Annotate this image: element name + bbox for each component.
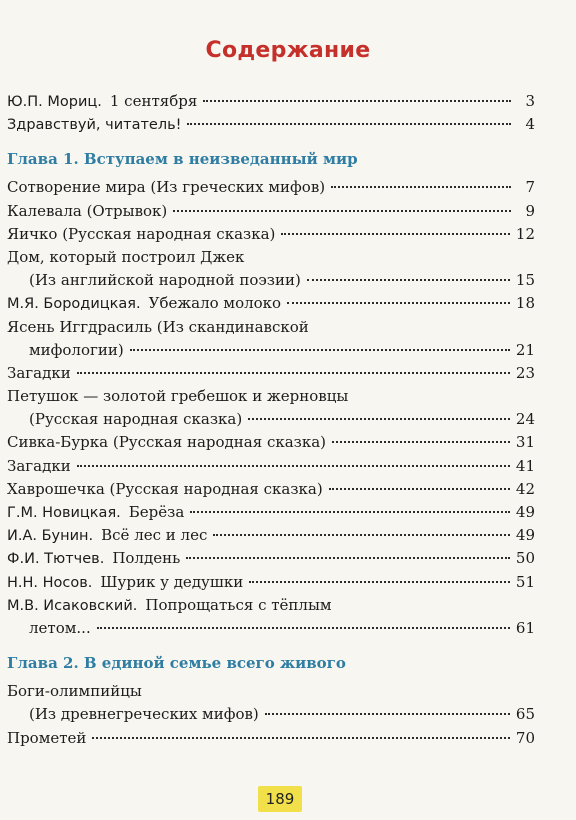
toc-entry-author: Н.Н. Носов.	[7, 574, 93, 591]
toc-entry-page: 23	[515, 363, 535, 382]
toc-entry	[7, 617, 535, 640]
toc-entry-page: 7	[525, 178, 535, 197]
toc-entry-title: (Русская народная сказка)	[29, 410, 243, 429]
toc-entry-page: 51	[515, 572, 535, 591]
toc-entry-title: Яичко (Русская народная сказка)	[7, 224, 276, 243]
toc-leader-dots	[203, 100, 511, 102]
toc-entry	[7, 316, 535, 339]
toc-leader-dots	[307, 279, 510, 281]
toc-entry-title: (Из английской народной поэзии)	[29, 271, 301, 290]
toc-entry-page: 50	[515, 549, 535, 568]
chapter-2-heading: Глава 2. В единой семье всего живого	[7, 654, 346, 673]
toc-leader-dots	[97, 627, 510, 629]
toc-entry-author: М.В. Исаковский.	[7, 597, 138, 614]
toc-entry-page: 9	[525, 201, 535, 220]
toc-entry-title: Ясень Иггдрасиль (Из скандинавской	[7, 317, 309, 336]
toc-entry	[7, 455, 535, 478]
toc-entry-title: Здравствуй, читатель!	[7, 117, 182, 134]
toc-entry-title: (Из древнегреческих мифов)	[29, 705, 259, 724]
toc-entry	[7, 680, 535, 703]
toc-leader-dots	[130, 349, 510, 351]
toc-entry-page: 4	[525, 115, 535, 134]
toc-entry	[7, 90, 535, 113]
toc-entry	[7, 703, 535, 726]
toc-entry	[7, 547, 535, 570]
toc-entry-author: Г.М. Новицкая.	[7, 505, 121, 521]
toc-entry	[7, 223, 535, 246]
toc-entry-title: Калевала (Отрывок)	[7, 201, 168, 220]
toc-entry-title: Боги-олимпийцы	[7, 682, 142, 701]
toc-entry-title: Убежало молоко	[148, 294, 282, 313]
toc-entry-title: Полдень	[112, 549, 181, 568]
toc-leader-dots	[332, 441, 510, 443]
toc-entry	[7, 113, 535, 136]
toc-entry-title: Сивка-Бурка (Русская народная сказка)	[7, 433, 327, 452]
toc-leader-dots	[329, 488, 510, 490]
toc-entry	[7, 339, 535, 362]
toc-entry-title: Загадки	[7, 363, 71, 382]
toc-leader-dots	[265, 713, 510, 715]
toc-entry	[7, 385, 535, 408]
toc-entry	[7, 269, 535, 292]
toc-leader-dots	[248, 418, 510, 420]
toc-entry-title: мифологии)	[29, 340, 124, 359]
toc-entry-title: Дом, который построил Джек	[7, 247, 245, 266]
toc-entry-author: Ф.И. Тютчев.	[7, 551, 105, 568]
toc-entry-title: Прометей	[7, 728, 87, 747]
toc-entry-page: 65	[515, 705, 535, 724]
toc-chapter-2-section	[7, 680, 535, 750]
toc-entry	[7, 571, 535, 594]
toc-entry-title: 1 сентября	[109, 92, 198, 110]
toc-leader-dots	[77, 372, 510, 374]
chapter-1-heading: Глава 1. Вступаем в неизведанный мир	[7, 150, 358, 169]
toc-entry-page: 12	[515, 224, 535, 243]
toc-leader-dots	[77, 465, 510, 467]
toc-entry-title: Хаврошечка (Русская народная сказка)	[7, 479, 323, 498]
toc-entry	[7, 431, 535, 454]
toc-entry-page: 3	[525, 92, 535, 110]
toc-leader-dots	[213, 534, 510, 536]
toc-entry-title: Всё лес и лес	[101, 526, 208, 545]
toc-entry-title: Берёза	[128, 503, 185, 521]
toc-leader-dots	[287, 302, 510, 304]
toc-chapter-1-section	[7, 176, 535, 640]
page-number: 189	[258, 786, 302, 812]
toc-entry-title: летом...	[29, 618, 91, 637]
toc-entry	[7, 408, 535, 431]
toc-entry	[7, 292, 535, 315]
table-of-contents	[7, 90, 535, 750]
toc-leader-dots	[249, 581, 510, 583]
toc-entry-title: Шурик у дедушки	[100, 572, 244, 591]
toc-entry-page: 70	[515, 728, 535, 747]
toc-entry	[7, 727, 535, 750]
toc-leader-dots	[186, 557, 510, 559]
toc-leader-dots	[92, 737, 509, 739]
toc-intro-section	[7, 90, 535, 136]
toc-entry-page: 49	[515, 526, 535, 545]
toc-entry-author: И.А. Бунин.	[7, 528, 94, 545]
toc-entry-page: 18	[515, 294, 535, 313]
toc-entry	[7, 200, 535, 223]
toc-leader-dots	[281, 233, 510, 235]
toc-entry-title: Сотворение мира (Из греческих мифов)	[7, 178, 326, 197]
toc-entry-title: Попрощаться с тёплым	[145, 595, 332, 614]
toc-entry-page: 41	[515, 456, 535, 475]
toc-entry	[7, 524, 535, 547]
toc-entry-page: 61	[515, 618, 535, 637]
toc-entry-author: Ю.П. Мориц.	[7, 94, 102, 110]
toc-leader-dots	[187, 123, 511, 125]
toc-entry	[7, 362, 535, 385]
toc-entry-author: М.Я. Бородицкая.	[7, 296, 141, 313]
toc-entry-page: 21	[515, 340, 535, 359]
toc-leader-dots	[190, 511, 510, 513]
page-title: Содержание	[205, 38, 371, 63]
toc-entry	[7, 246, 535, 269]
toc-entry-page: 15	[515, 271, 535, 290]
toc-entry	[7, 478, 535, 501]
toc-entry	[7, 501, 535, 524]
toc-entry-title: Загадки	[7, 456, 71, 475]
toc-leader-dots	[331, 186, 511, 188]
toc-entry	[7, 594, 535, 617]
toc-entry-page: 42	[515, 479, 535, 498]
toc-entry-page: 31	[515, 433, 535, 452]
toc-entry-page: 24	[515, 410, 535, 429]
toc-entry-page: 49	[515, 503, 535, 521]
toc-entry-title: Петушок — золотой гребешок и жерновцы	[7, 387, 349, 406]
toc-leader-dots	[173, 210, 511, 212]
toc-entry	[7, 176, 535, 199]
